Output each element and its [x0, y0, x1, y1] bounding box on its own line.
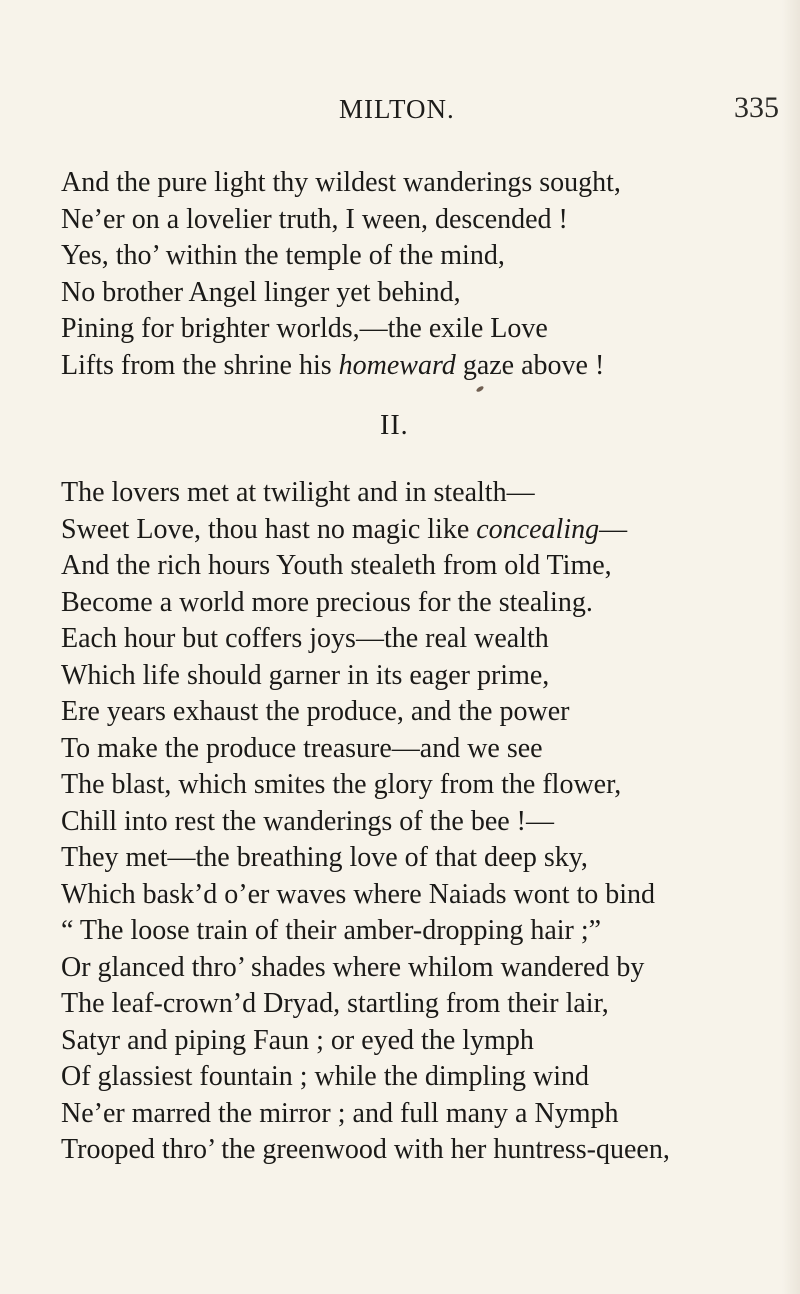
poem-line: They met—the breathing love of that deep sky,	[61, 842, 588, 873]
poem-line: Which life should garner in its eager prime,	[61, 659, 550, 691]
poem-line: The blast, which smites the glory from the flower,	[61, 769, 622, 800]
poem-line: No brother Angel linger yet behind,	[61, 276, 461, 308]
line-text: gaze above !	[455, 349, 605, 381]
poem-line: Trooped thro’ the greenwood with her huntress-queen,	[61, 1134, 670, 1165]
poem-line: The lovers met at twilight and in stealth—	[61, 477, 535, 508]
poem-line: Satyr and piping Faun ; or eyed the lymph	[61, 1024, 534, 1056]
poem-line: Ere years exhaust the produce, and the power	[61, 696, 570, 727]
poem-line: “ The loose train of their amber-dropping hair ;”	[61, 915, 602, 946]
poem-line: Which bask’d o’er waves where Naiads wont to bind	[61, 878, 656, 910]
section-numeral: II.	[380, 410, 409, 441]
poem-line: And the rich hours Youth stealeth from old Time,	[61, 550, 612, 581]
poem-line: And the pure light thy wildest wanderings sought,	[61, 167, 621, 198]
stanza-two	[61, 475, 776, 1169]
running-head	[0, 90, 800, 130]
poem-line: Become a world more precious for the stealing.	[61, 586, 593, 618]
stanza-one	[61, 165, 776, 384]
poem-line	[61, 512, 776, 549]
poem-line: Yes, tho’ within the temple of the mind,	[61, 240, 505, 271]
poem-line: To make the produce treasure—and we see	[61, 732, 543, 764]
line-text: —	[599, 513, 628, 545]
emphasized-word: homeward	[338, 349, 456, 381]
poem-line: Pining for brighter worlds,—the exile Love	[61, 313, 548, 344]
poem-line	[61, 348, 776, 385]
page-edge-shadow	[782, 0, 800, 1294]
emphasized-word: concealing	[476, 513, 600, 545]
running-title: MILTON.	[339, 94, 455, 124]
poem-line: Each hour but coffers joys—the real wealth	[61, 623, 549, 654]
poem-line: Of glassiest fountain ; while the dimpling wind	[61, 1061, 590, 1092]
poem-line: Chill into rest the wanderings of the bee !—	[61, 805, 554, 837]
line-text: Sweet Love, thou hast no magic like	[61, 513, 477, 545]
poem-line: Ne’er marred the mirror ; and full many a Nymph	[61, 1097, 619, 1129]
page-number: 335	[734, 91, 779, 124]
line-text: Lifts from the shrine his	[61, 349, 339, 381]
poem-line: Ne’er on a lovelier truth, I ween, descended !	[61, 203, 568, 235]
ink-smudge	[476, 385, 485, 393]
poem-line: The leaf-crown’d Dryad, startling from their lair,	[61, 988, 609, 1019]
poem-line: Or glanced thro’ shades where whilom wandered by	[61, 951, 645, 983]
